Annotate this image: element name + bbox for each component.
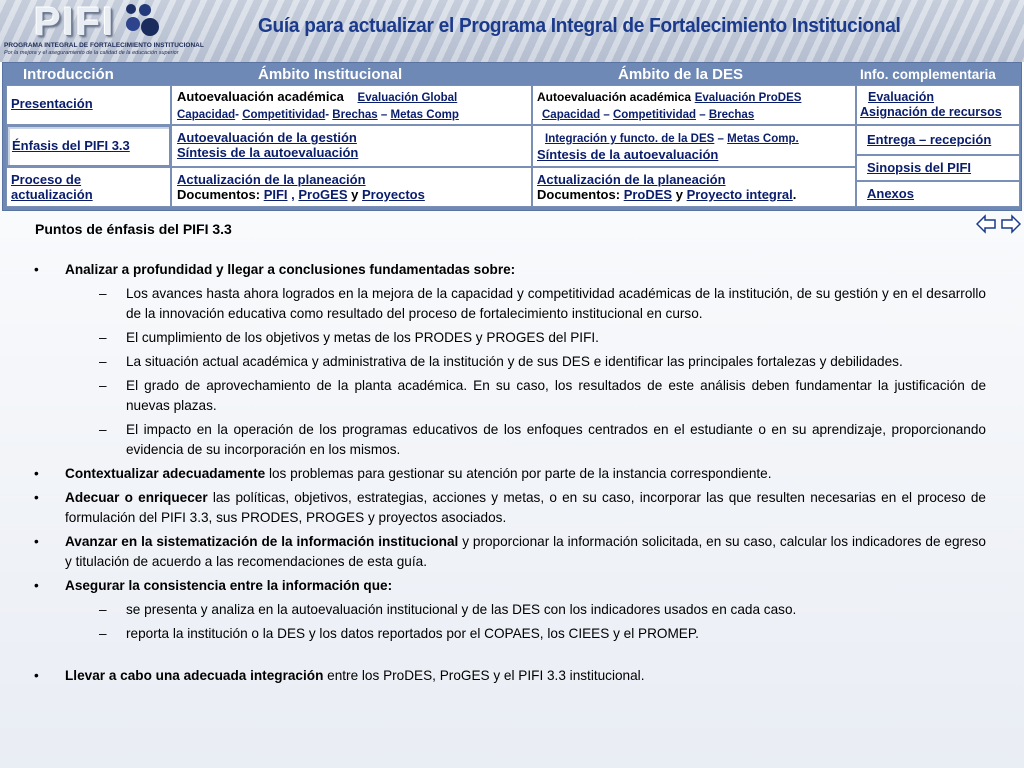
header-ambito-des: Ámbito de la DES (618, 66, 744, 83)
navigation-arrows (976, 214, 1022, 234)
sub-item: – El impacto en la operación de los programas educativos de los enfoques centrados en el estudiante o en su aprendizaje, proporcionando evidencia de su incorporación en los mismos. (34, 420, 986, 460)
link-enfasis[interactable]: Énfasis del PIFI 3.3 (12, 138, 130, 153)
inst-cell-planeacion: Actualización de la planeación Documentos: PIFI , ProGES y Proyectos (171, 167, 532, 207)
link-des-brechas[interactable]: Brechas (708, 109, 755, 121)
des-documentos-label: Documentos: (537, 187, 621, 202)
sub-item: – se presenta y analiza en la autoevaluación institucional y de las DES con los indicadores usados en cada caso. (34, 600, 986, 620)
sub-item: – Los avances hasta ahora logrados en la mejora de la capacidad y competitividad académicas de la institución, de su gestión y en el desarrollo de la innovación educativa como resultado del proceso de fortalecimiento institucional en curso. (34, 284, 986, 324)
logo-word: PIFI (34, 0, 116, 44)
des-y-label: y (675, 187, 683, 202)
item-6-text: entre los ProDES, ProGES y el PIFI 3.3 institucional. (323, 668, 645, 683)
link-inst-actualizacion[interactable]: Actualización de la planeación (177, 172, 366, 187)
intro-cell-proceso (6, 167, 171, 207)
link-presentacion[interactable]: Presentación (11, 96, 93, 111)
link-inst-brechas[interactable]: Brechas (332, 109, 378, 121)
link-proges[interactable]: ProGES (298, 187, 348, 202)
arrow-left-icon[interactable] (976, 214, 996, 234)
sub-item: – reporta la institución o la DES y los datos reportados por el COPAES, los CIEES y el PROMEP. (34, 624, 986, 644)
link-anexos[interactable]: Anexos (867, 186, 914, 201)
link-des-capacidad[interactable]: Capacidad (542, 109, 601, 121)
logo-dots-icon (122, 2, 166, 40)
info-cell-entrega (856, 125, 1020, 155)
inst-autoevaluacion-label: Autoevaluación académica (177, 89, 344, 104)
header-ambito-institucional: Ámbito Institucional (258, 66, 403, 83)
list-item (34, 488, 986, 528)
link-autoevaluacion-gestion[interactable]: Autoevaluación de la gestión (177, 130, 357, 145)
info-cell-anexos (856, 181, 1020, 207)
link-proyecto-integral[interactable]: Proyecto integral (686, 187, 793, 202)
header-introduccion: Introducción (23, 66, 114, 83)
page-title: Guía para actualizar el Programa Integral de Fortalecimiento Institucional (258, 14, 901, 37)
sub-list-5 (34, 600, 986, 644)
intro-cell-presentacion (6, 85, 171, 125)
des-autoevaluacion-label: Autoevaluación académica (537, 90, 692, 104)
sub-item: – El grado de aprovechamiento de la planta académica. En su caso, los resultados de este análisis deben fundamentar la justificación de nuevas plazas. (34, 376, 986, 416)
item-3-bold: Adecuar o enriquecer (65, 490, 208, 505)
arrow-right-icon[interactable] (1001, 214, 1021, 234)
item-4-bold: Avanzar en la sistematización de la información institucional (65, 534, 459, 549)
link-inst-metas[interactable]: Metas Comp (390, 109, 459, 121)
item-5-bold: Asegurar la consistencia entre la información que: (65, 578, 393, 593)
header-banner (0, 0, 1024, 62)
main-content (0, 212, 1024, 768)
link-proceso-actualizacion[interactable]: Proceso de actualización (11, 172, 93, 202)
info-cell-evaluacion (856, 85, 1020, 125)
content-heading: Puntos de énfasis del PIFI 3.3 (35, 221, 232, 237)
link-des-actualizacion[interactable]: Actualización de la planeación (537, 172, 726, 187)
link-des-competitividad[interactable]: Competitividad (612, 109, 697, 121)
item-2-text: los problemas para gestionar su atención por parte de la instancia correspondiente. (265, 466, 772, 481)
link-asignacion-recursos[interactable]: Asignación de recursos (860, 105, 1002, 119)
list-item (34, 532, 986, 572)
item-2-bold: Contextualizar adecuadamente (65, 466, 266, 481)
list-item (34, 260, 986, 280)
des-cell-autoevaluacion: Autoevaluación académica Evaluación ProDES Capacidad – Competitividad – Brechas (532, 85, 856, 125)
inst-cell-autoevaluacion: Autoevaluación académica Evaluación Global Capacidad- Competitividad- Brechas – Metas Comp (171, 85, 532, 125)
header-info-complementaria: Info. complementaria (860, 67, 996, 82)
inst-cell-gestion (171, 125, 532, 167)
link-des-metas[interactable]: Metas Comp. (727, 133, 799, 145)
item-3-text: las políticas, objetivos, estrategias, acciones y metas, o en su caso, incorporar las que resulten necesarias en el proceso de formulación del PIFI 3.3, sus PRODES, PROGES y proyectos asociados. (65, 490, 986, 525)
navigation-grid (2, 62, 1022, 211)
item-6-bold: Llevar a cabo una adecuada integración (65, 668, 324, 683)
item-4-text: y proporcionar la información solicitada, en su caso, calcular los indicadores de egreso y titulación de acuerdo a las recomendaciones de esta guía. (65, 534, 986, 569)
list-item (34, 666, 986, 686)
link-des-sintesis[interactable]: Síntesis de la autoevaluación (537, 147, 719, 162)
link-evaluacion[interactable]: Evaluación (868, 90, 934, 104)
link-pifi[interactable]: PIFI (263, 187, 288, 202)
item-1-text: Analizar a profundidad y llegar a conclusiones fundamentadas sobre: (65, 262, 516, 277)
link-proyectos[interactable]: Proyectos (361, 187, 425, 202)
info-cell-sinopsis (856, 155, 1020, 181)
list-item (34, 464, 986, 484)
link-inst-capacidad[interactable]: Capacidad (177, 109, 236, 121)
link-inst-competitividad[interactable]: Competitividad (242, 109, 326, 121)
link-evaluacion-prodes[interactable]: Evaluación ProDES (694, 92, 802, 104)
sub-item: – El cumplimiento de los objetivos y metas de los PRODES y PROGES del PIFI. (34, 328, 986, 348)
intro-cell-enfasis (6, 125, 171, 167)
emphasis-list (34, 260, 986, 690)
link-prodes[interactable]: ProDES (623, 187, 673, 202)
link-sinopsis[interactable]: Sinopsis del PIFI (867, 160, 972, 175)
sub-item: – La situación actual académica y administrativa de la institución y de sus DES e identificar las principales fortalezas y debilidades. (34, 352, 986, 372)
link-entrega-recepcion[interactable]: Entrega – recepción (867, 132, 992, 147)
sub-list-1 (34, 284, 986, 460)
logo-tagline: Por la mejora y el aseguramiento de la calidad de la educación superior (4, 50, 179, 56)
inst-y-label: y (351, 187, 359, 202)
des-cell-integracion: Integración y functo. de la DES – Metas Comp. Síntesis de la autoevaluación (532, 125, 856, 167)
logo-subtitle: PROGRAMA INTEGRAL DE FORTALECIMIENTO INSTITUCIONAL (4, 42, 204, 49)
inst-documentos-label: Documentos: (177, 187, 261, 202)
link-inst-sintesis[interactable]: Síntesis de la autoevaluación (177, 145, 359, 160)
list-item (34, 576, 986, 596)
pifi-logo (4, 0, 204, 60)
link-evaluacion-global[interactable]: Evaluación Global (357, 92, 458, 104)
link-integracion-des[interactable]: Integración y functo. de la DES (545, 133, 715, 145)
des-cell-planeacion: Actualización de la planeación Documentos: ProDES y Proyecto integral. (532, 167, 856, 207)
